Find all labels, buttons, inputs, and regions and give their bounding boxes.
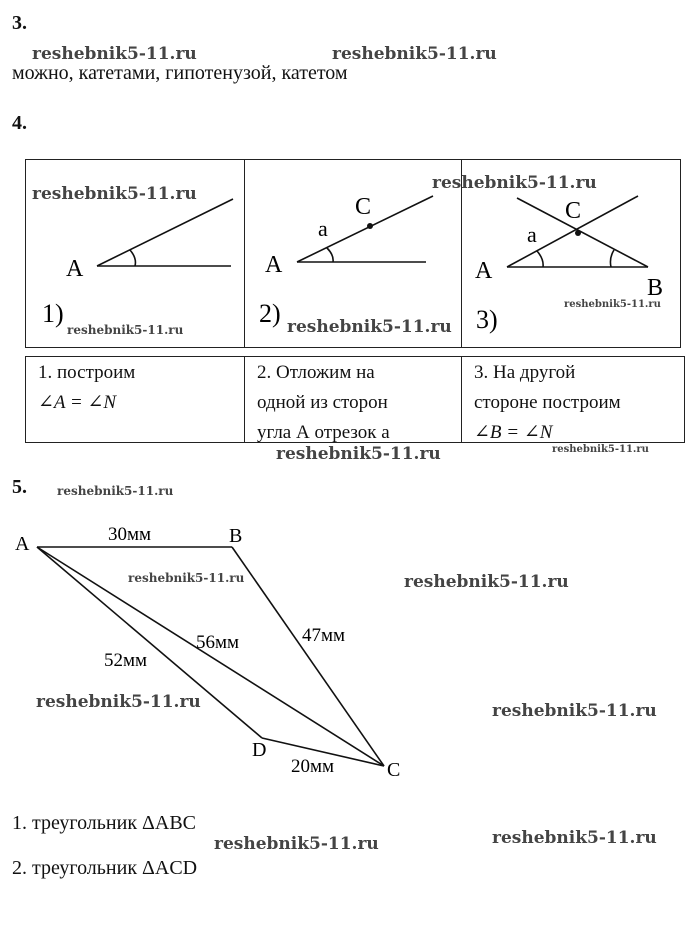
- point-b-label: B: [229, 525, 243, 547]
- caption-1-line1: 1. построим: [38, 362, 136, 383]
- caption-3-formula: ∠B = ∠N: [474, 422, 553, 443]
- caption-1: [26, 358, 244, 418]
- panel-3-vertex-label: A: [475, 258, 493, 284]
- watermark: reshebnik5-11.ru: [492, 701, 657, 721]
- length-dc-label: 20мм: [291, 756, 335, 777]
- length-bc-label: 47мм: [302, 625, 346, 646]
- section-5-number: 5.: [12, 476, 27, 498]
- watermark: reshebnik5-11.ru: [492, 828, 657, 848]
- point-d-label: D: [252, 739, 267, 761]
- watermark: reshebnik5-11.ru: [57, 484, 174, 498]
- caption-1-formula: ∠A = ∠N: [38, 392, 117, 413]
- caption-3-line1: 3. На другой: [474, 362, 576, 383]
- watermark: reshebnik5-11.ru: [432, 173, 597, 193]
- panel-2-segment-label: a: [318, 216, 328, 241]
- caption-2: [245, 358, 461, 448]
- caption-2-line3: угла А отрезок а: [257, 422, 390, 443]
- panel-2-point-c: [367, 223, 373, 229]
- caption-3: [462, 358, 684, 448]
- watermark: reshebnik5-11.ru: [67, 323, 184, 337]
- panel-1-vertex-label: A: [66, 256, 84, 282]
- watermark: reshebnik5-11.ru: [276, 444, 441, 464]
- length-ac-label: 56мм: [196, 632, 240, 653]
- watermark: reshebnik5-11.ru: [128, 571, 245, 585]
- caption-3-line2: стороне построим: [474, 392, 621, 413]
- watermark: reshebnik5-11.ru: [564, 299, 661, 310]
- section-3-number: 3.: [12, 12, 27, 34]
- panel-3-point-label: C: [565, 198, 582, 224]
- answer-2: 2. треугольник ΔACD: [12, 857, 198, 879]
- watermark: reshebnik5-11.ru: [32, 184, 197, 204]
- point-c-label: C: [387, 759, 401, 781]
- caption-2-line2: одной из сторон: [257, 392, 388, 413]
- panel-1-step-label: 1): [42, 299, 64, 328]
- panel-3-segment-label: a: [527, 222, 537, 247]
- section-4-number: 4.: [12, 112, 27, 134]
- watermark: reshebnik5-11.ru: [552, 444, 649, 455]
- point-a-label: A: [15, 533, 30, 555]
- panel-3-point-c: [575, 230, 581, 236]
- answer-1: 1. треугольник ΔABC: [12, 812, 197, 834]
- panel-3-step-label: 3): [476, 305, 498, 334]
- caption-2-line1: 2. Отложим на: [257, 362, 375, 383]
- watermark: reshebnik5-11.ru: [287, 317, 452, 337]
- length-ad-label: 52мм: [104, 650, 148, 671]
- watermark: reshebnik5-11.ru: [36, 692, 201, 712]
- panel-2-step-label: 2): [259, 299, 281, 328]
- quadrilateral-diagram: [0, 500, 696, 800]
- length-ab-label: 30мм: [108, 524, 152, 545]
- watermark: reshebnik5-11.ru: [332, 44, 497, 64]
- panel-1-angle: [97, 199, 233, 266]
- watermark: reshebnik5-11.ru: [32, 44, 197, 64]
- panel-2-vertex-label: A: [265, 252, 283, 278]
- watermark: reshebnik5-11.ru: [404, 572, 569, 592]
- panel-3-vertex2-label: B: [647, 275, 664, 301]
- segment-bc: [232, 547, 384, 766]
- section-3-answer: можно, катетами, гипотенузой, катетом: [12, 62, 348, 84]
- panel-2-point-label: C: [355, 194, 372, 220]
- watermark: reshebnik5-11.ru: [214, 834, 379, 854]
